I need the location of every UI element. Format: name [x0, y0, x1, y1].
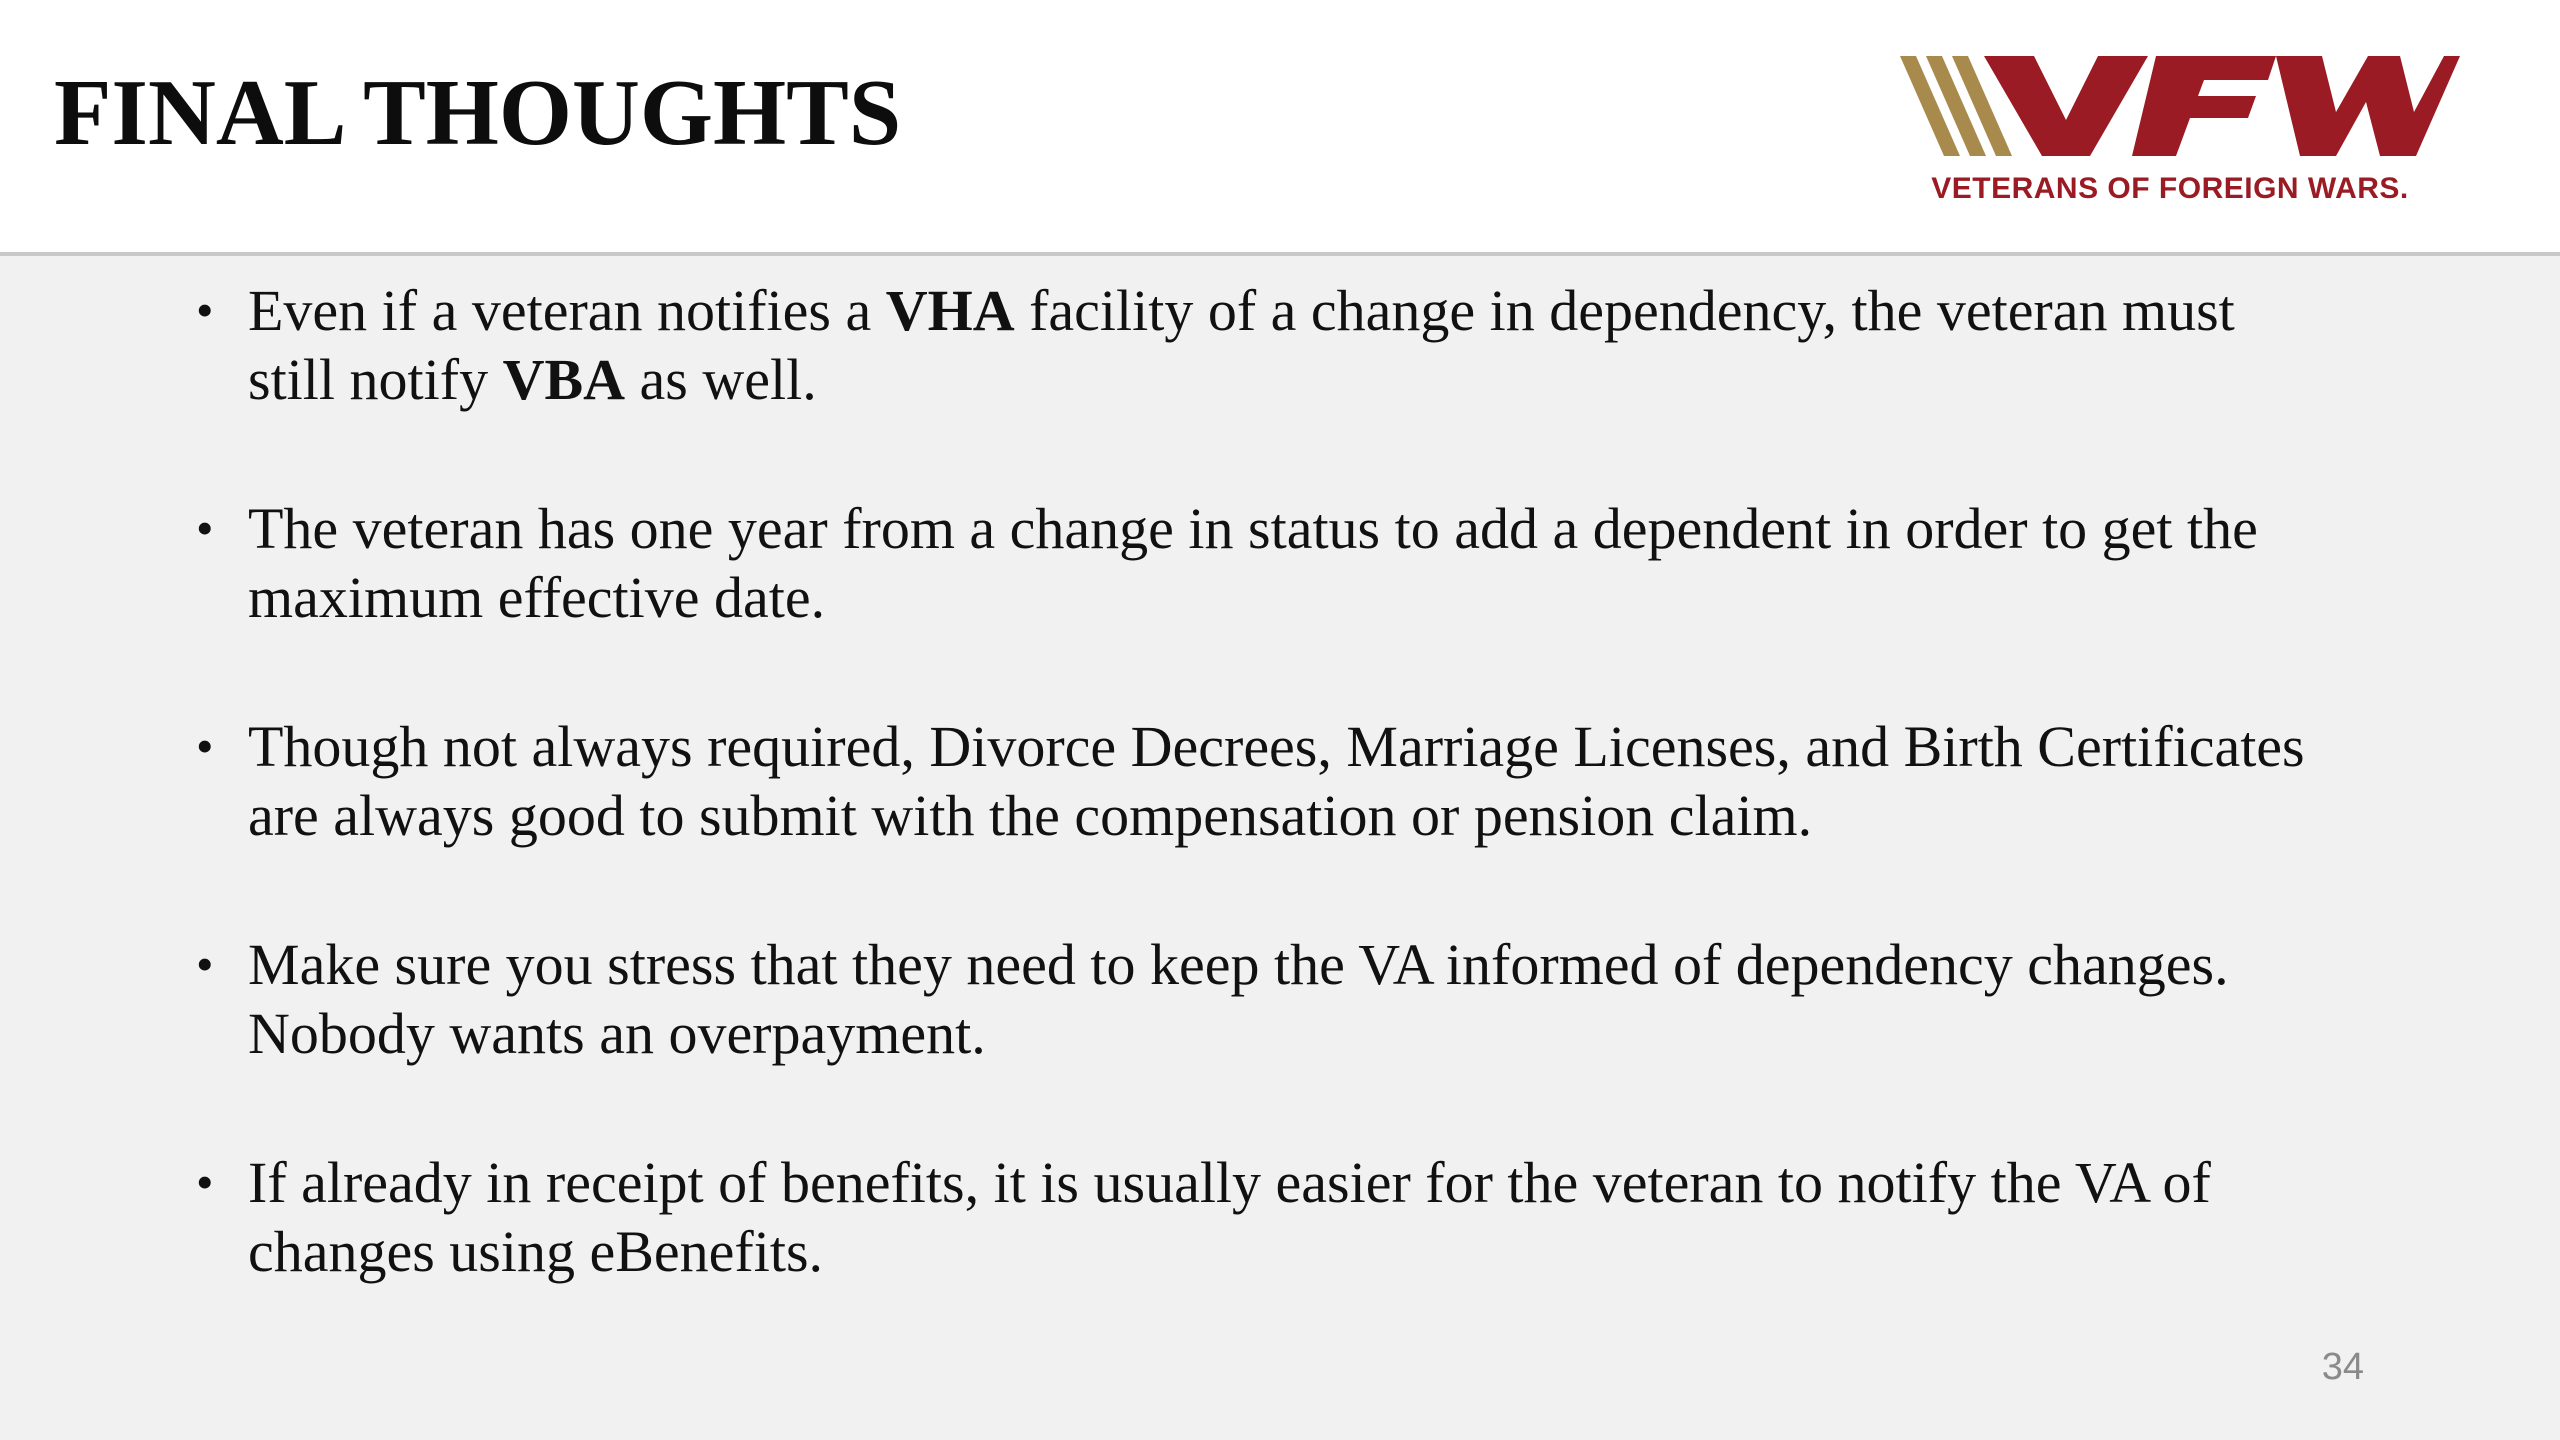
bullet-dot-icon: • — [196, 1154, 214, 1210]
logo-tagline: VETERANS OF FOREIGN WARS. — [1931, 172, 2409, 205]
bullet-text: If already in receipt of benefits, it is usually easier for the veteran to notify the VA of changes using eBenefits. — [248, 1150, 2211, 1284]
bullet-bold-text: VBA — [502, 347, 626, 412]
vfw-wordmark-icon — [1900, 56, 2460, 166]
slide-header — [0, 0, 2560, 256]
bullet-item — [196, 1148, 2336, 1286]
slide-title: FINAL THOUGHTS — [54, 61, 902, 165]
bullet-dot-icon: • — [196, 282, 214, 338]
vfw-logo — [1900, 56, 2460, 216]
bullet-item — [196, 494, 2336, 632]
bullet-text: facility of a change in dependency, the veteran must still notify — [248, 278, 2235, 412]
bullet-text: Though not always required, Divorce Decrees, Marriage Licenses, and Birth Certificates are always good to submit with the compensation or pension claim. — [248, 714, 2305, 848]
bullet-list — [196, 276, 2336, 1366]
logo-letter-w — [2276, 56, 2460, 156]
bullet-dot-icon: • — [196, 718, 214, 774]
bullet-item — [196, 712, 2336, 850]
bullet-text: as well. — [625, 347, 817, 412]
bullet-dot-icon: • — [196, 936, 214, 992]
logo-letter-v — [1984, 56, 2148, 156]
page-number: 34 — [2321, 1346, 2364, 1388]
bullet-text: Make sure you stress that they need to keep the VA informed of dependency changes. Nobody wants an overpayment. — [248, 932, 2229, 1066]
logo-letter-f — [2132, 56, 2276, 156]
bullet-text: Even if a veteran notifies a — [248, 278, 886, 343]
bullet-bold-text: VHA — [885, 278, 1015, 343]
bullet-dot-icon: • — [196, 500, 214, 556]
bullet-item — [196, 930, 2336, 1068]
bullet-item — [196, 276, 2336, 414]
bullet-text: The veteran has one year from a change in status to add a dependent in order to get the maximum effective date. — [248, 496, 2258, 630]
